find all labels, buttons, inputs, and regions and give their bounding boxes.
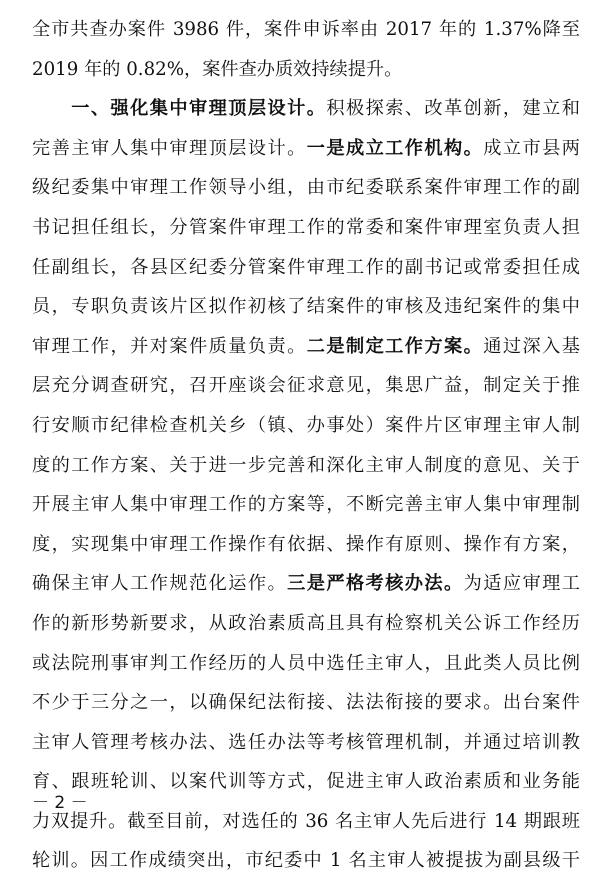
text-line <box>32 564 580 604</box>
text-segment: 任副组长，各县区纪委分管案件审理工作的副书记或常委担任成 <box>32 256 580 278</box>
text-segment: 行安顺市纪律检查机关乡（镇、办事处）案件片区审理主审人制 <box>32 414 580 436</box>
text-line <box>32 723 580 763</box>
text-line <box>32 327 580 367</box>
text-segment: 或法院刑事审判工作经历的人员中选任主审人，且此类人员比例 <box>32 652 580 674</box>
text-segment: 通过深入基 <box>483 335 580 357</box>
text-segment: 度，实现集中审理工作操作有依据、操作有原则、操作有方案， <box>32 533 580 555</box>
text-line <box>32 366 580 406</box>
text-segment: 完善主审人集中审理顶层设计。 <box>32 137 307 159</box>
body-text <box>32 10 580 881</box>
text-segment: 审理工作，并对案件质量负责。 <box>32 335 307 357</box>
text-segment: 力双提升。截至目前，对选任的 36 名主审人先后进行 14 期跟班 <box>32 810 580 832</box>
page-number: － 2 － <box>32 793 88 813</box>
text-segment: 成立市县两 <box>483 137 580 159</box>
emphasis-segment: 一是成立工作机构。 <box>306 137 484 159</box>
text-line <box>32 802 580 842</box>
text-segment: 层充分调查研究，召开座谈会征求意见，集思广益，制定关于推 <box>32 375 580 397</box>
text-line <box>32 525 580 565</box>
text-line <box>32 406 580 446</box>
text-segment: 为适应审理工 <box>463 573 580 595</box>
text-line <box>32 604 580 644</box>
text-segment: 全市共查办案件 3986 件，案件申诉率由 2017 年的 1.37%降至 <box>32 19 580 40</box>
text-segment: 主审人管理考核办法、选任办法等考核管理机制，并通过培训教 <box>32 731 580 753</box>
text-segment: 开展主审人集中审理工作的方案等，不断完善主审人集中审理制 <box>32 494 580 516</box>
text-line <box>32 89 580 129</box>
text-segment: 作的新形势新要求，从政治素质高且具有检察机关公诉工作经历 <box>32 612 580 634</box>
text-segment: 员，专职负责该片区拟作初核了结案件的审核及违纪案件的集中 <box>32 296 580 318</box>
text-line <box>32 248 580 288</box>
text-segment: 度的工作方案、关于进一步完善和深化主审人制度的意见、关于 <box>32 454 580 476</box>
text-line <box>32 50 580 90</box>
emphasis-segment: 一、强化集中审理顶层设计。 <box>32 98 327 120</box>
text-segment: 不少于三分之一，以确保纪法衔接、法法衔接的要求。出台案件 <box>32 692 580 714</box>
text-line <box>32 287 580 327</box>
text-line <box>32 129 580 169</box>
text-line <box>32 644 580 684</box>
text-segment: 积极探索、改革创新，建立和 <box>326 98 580 120</box>
text-segment: 书记担任组长，分管案件审理工作的常委和案件审理室负责人担 <box>32 216 580 238</box>
text-line <box>32 683 580 723</box>
text-line <box>32 10 580 50</box>
text-segment: 级纪委集中审理工作领导小组，由市纪委联系案件审理工作的副 <box>32 177 580 199</box>
text-line <box>32 168 580 208</box>
text-segment: 2019 年的 0.82%，案件查办质效持续提升。 <box>32 58 403 80</box>
emphasis-segment: 三是严格考核办法。 <box>287 573 464 595</box>
emphasis-segment: 二是制定工作方案。 <box>306 335 484 357</box>
text-line <box>32 762 580 802</box>
text-line <box>32 485 580 525</box>
text-line <box>32 208 580 248</box>
text-line <box>32 841 580 881</box>
text-segment: 育、跟班轮训、以案代训等方式，促进主审人政治素质和业务能 <box>32 771 580 793</box>
text-segment: 确保主审人工作规范化运作。 <box>32 573 288 595</box>
text-line <box>32 446 580 486</box>
text-segment: 轮训。因工作成绩突出，市纪委中 1 名主审人被提拔为副县级干 <box>32 850 580 872</box>
